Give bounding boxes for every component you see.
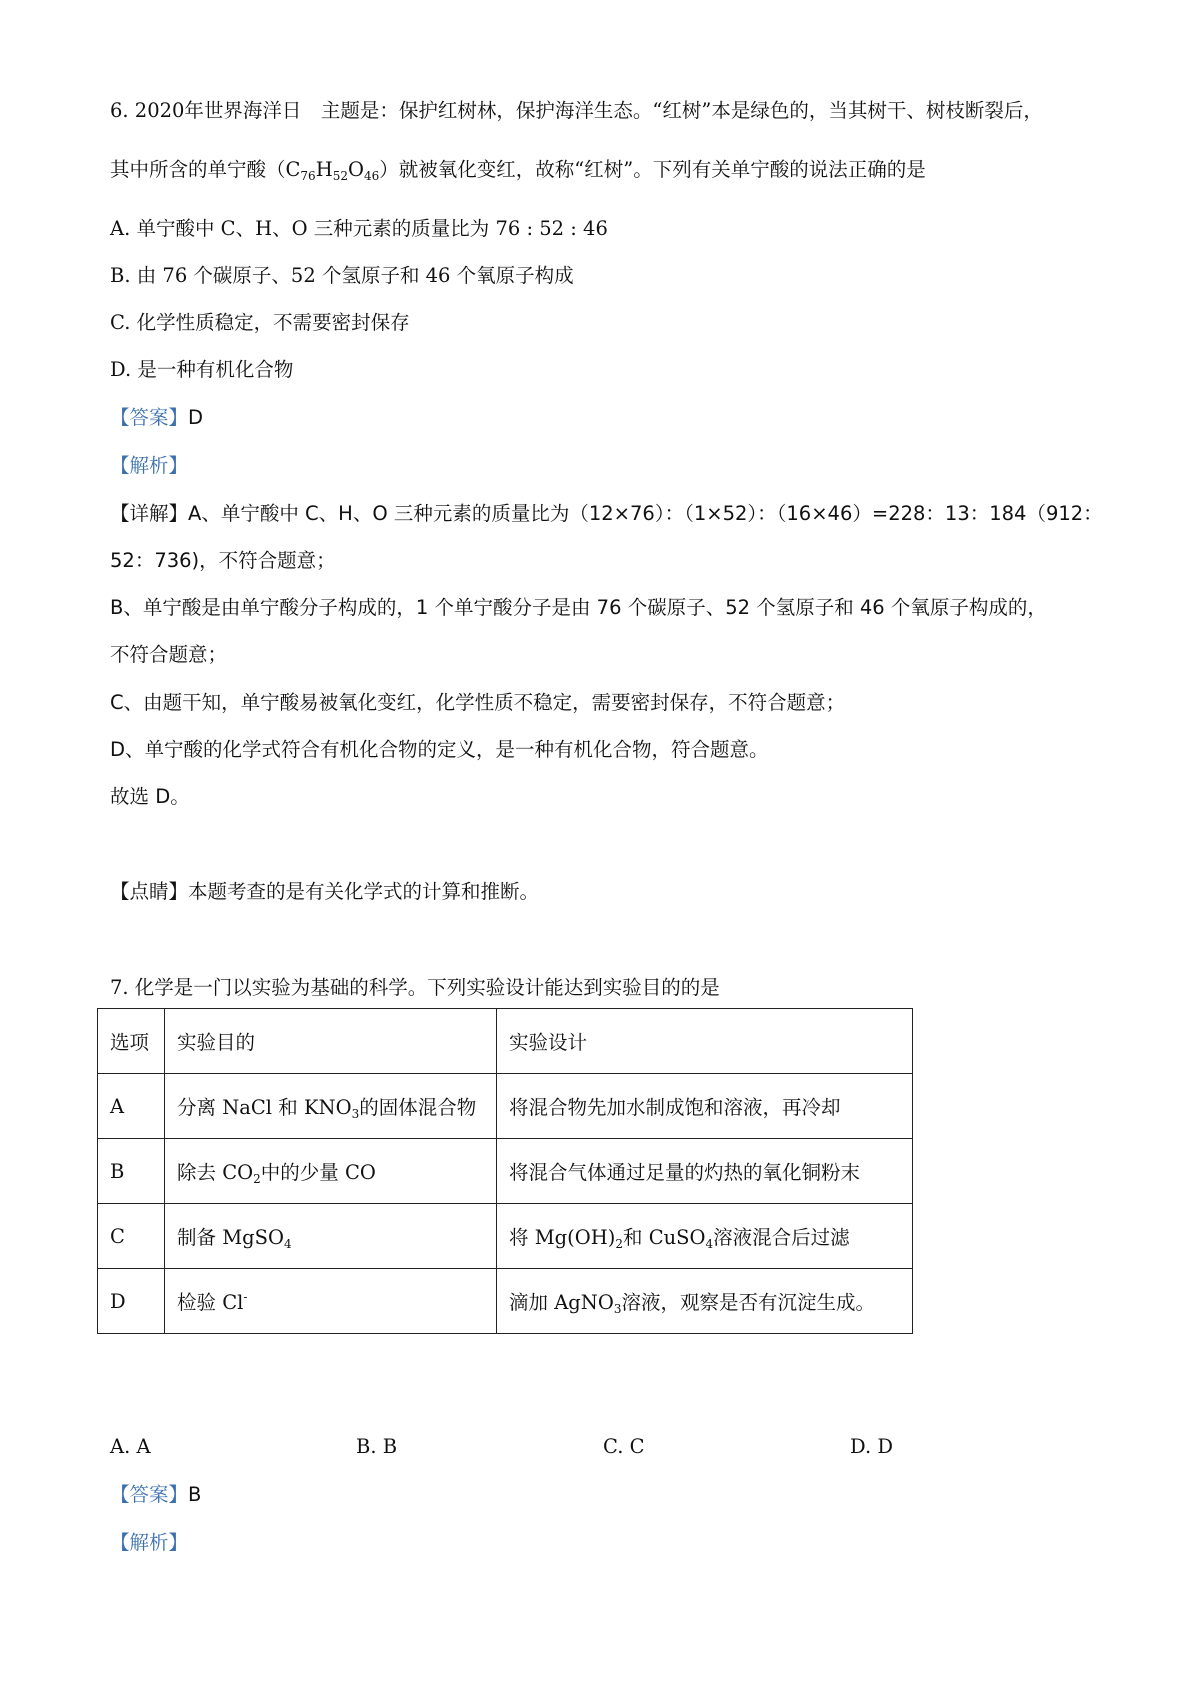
subscript: 76 <box>300 169 316 183</box>
q6-detail-line: 不符合题意； <box>110 643 228 666</box>
table-cell-option: A <box>98 1074 165 1139</box>
answer-value: D <box>188 406 204 429</box>
q7-stem: 7. 化学是一门以实验为基础的科学。下列实验设计能达到实验目的的是 <box>110 976 720 999</box>
q7-experiment-table <box>97 1008 913 1334</box>
table-row <box>98 1139 913 1204</box>
cell-text: 制备 MgSO <box>177 1226 284 1249</box>
subscript: 2 <box>615 1237 623 1251</box>
subscript: 46 <box>364 169 380 183</box>
table-cell-option: B <box>98 1139 165 1204</box>
q6-detail-line: D、单宁酸的化学式符合有机化合物的定义，是一种有机化合物，符合题意。 <box>110 738 769 761</box>
q7-choice-b: B. B <box>356 1435 398 1458</box>
subscript: 4 <box>705 1237 714 1251</box>
q7-choice-d: D. D <box>850 1435 893 1458</box>
q6-detail-line: 52：736)，不符合题意； <box>110 549 336 572</box>
table-cell-design <box>497 1204 913 1269</box>
q6-detail-line: 故选 D。 <box>110 785 190 808</box>
q6-stem-text: ）就被氧化变红，故称“红树”。下列有关单宁酸的说法正确的是 <box>379 158 926 181</box>
table-header-cell: 实验设计 <box>497 1009 913 1074</box>
q7-answer <box>110 1481 201 1509</box>
answer-label: 【答案】 <box>110 406 189 429</box>
cell-text: 溶液混合后过滤 <box>713 1226 850 1249</box>
subscript: 4 <box>284 1237 292 1251</box>
q7-choice-c: C. C <box>603 1435 645 1458</box>
table-cell-design: 将混合物先加水制成饱和溶液，再冷却 <box>497 1074 913 1139</box>
cell-text: 中的少量 CO <box>260 1161 376 1184</box>
formula-o: O <box>348 158 364 181</box>
table-cell-goal <box>165 1204 497 1269</box>
q6-detail-line: 【详解】A、单宁酸中 C、H、O 三种元素的质量比为（12×76）：（1×52）：（16×46）=228：13：184（912： <box>110 502 1103 525</box>
subscript: 3 <box>613 1302 622 1316</box>
table-header-row <box>98 1009 913 1074</box>
q6-detail-line: B、单宁酸是由单宁酸分子构成的，1 个单宁酸分子是由 76 个碳原子、52 个氢原子和 46 个氧原子构成的， <box>110 596 1047 619</box>
q6-option-a: A. 单宁酸中 C、H、O 三种元素的质量比为 76 : 52 : 46 <box>110 217 608 240</box>
cell-text: 溶液，观察是否有沉淀生成。 <box>621 1291 875 1314</box>
q6-option-d: D. 是一种有机化合物 <box>110 358 294 381</box>
table-cell-option: D <box>98 1269 165 1334</box>
cell-text: 检验 Cl <box>177 1291 244 1314</box>
table-cell-goal <box>165 1269 497 1334</box>
cell-text: 和 CuSO <box>623 1226 706 1249</box>
table-header-cell: 实验目的 <box>165 1009 497 1074</box>
subscript: 2 <box>253 1172 261 1186</box>
q6-stem-line2 <box>110 156 926 184</box>
q6-analysis-label: 【解析】 <box>110 454 189 477</box>
table-cell-goal <box>165 1074 497 1139</box>
q6-stem-line1: 6. 2020年世界海洋日 主题是：保护红树林，保护海洋生态。“红树”本是绿色的，当其树干、树枝断裂后， <box>110 99 1043 122</box>
table-header-cell: 选项 <box>98 1009 165 1074</box>
q7-choice-a: A. A <box>110 1435 151 1458</box>
q7-analysis-label: 【解析】 <box>110 1531 189 1554</box>
table-row <box>98 1204 913 1269</box>
q6-stem-text: 其中所含的单宁酸（C <box>110 158 301 181</box>
cell-text: 除去 CO <box>177 1161 254 1184</box>
table-cell-design <box>497 1269 913 1334</box>
q6-option-c: C. 化学性质稳定，不需要密封保存 <box>110 311 410 334</box>
subscript: 3 <box>351 1107 360 1121</box>
q6-answer <box>110 404 203 432</box>
table-cell-design: 将混合气体通过足量的灼热的氧化铜粉末 <box>497 1139 913 1204</box>
cell-text: 将 Mg(OH) <box>509 1226 616 1249</box>
table-cell-goal <box>165 1139 497 1204</box>
table-row <box>98 1074 913 1139</box>
subscript: 52 <box>332 169 348 183</box>
q6-detail-line: C、由题干知，单宁酸易被氧化变红，化学性质不稳定，需要密封保存，不符合题意； <box>110 691 846 714</box>
table-row <box>98 1269 913 1334</box>
table-cell-option: C <box>98 1204 165 1269</box>
cell-text: 分离 NaCl 和 KNO <box>177 1096 352 1119</box>
cell-text: 的固体混合物 <box>359 1096 477 1119</box>
answer-value: B <box>188 1483 202 1506</box>
superscript: - <box>243 1290 248 1304</box>
q6-option-b: B. 由 76 个碳原子、52 个氢原子和 46 个氧原子构成 <box>110 264 574 287</box>
q6-note: 【点睛】本题考查的是有关化学式的计算和推断。 <box>110 880 540 903</box>
cell-text: 滴加 AgNO <box>509 1291 614 1314</box>
formula-h: H <box>315 158 333 181</box>
answer-label: 【答案】 <box>110 1483 189 1506</box>
